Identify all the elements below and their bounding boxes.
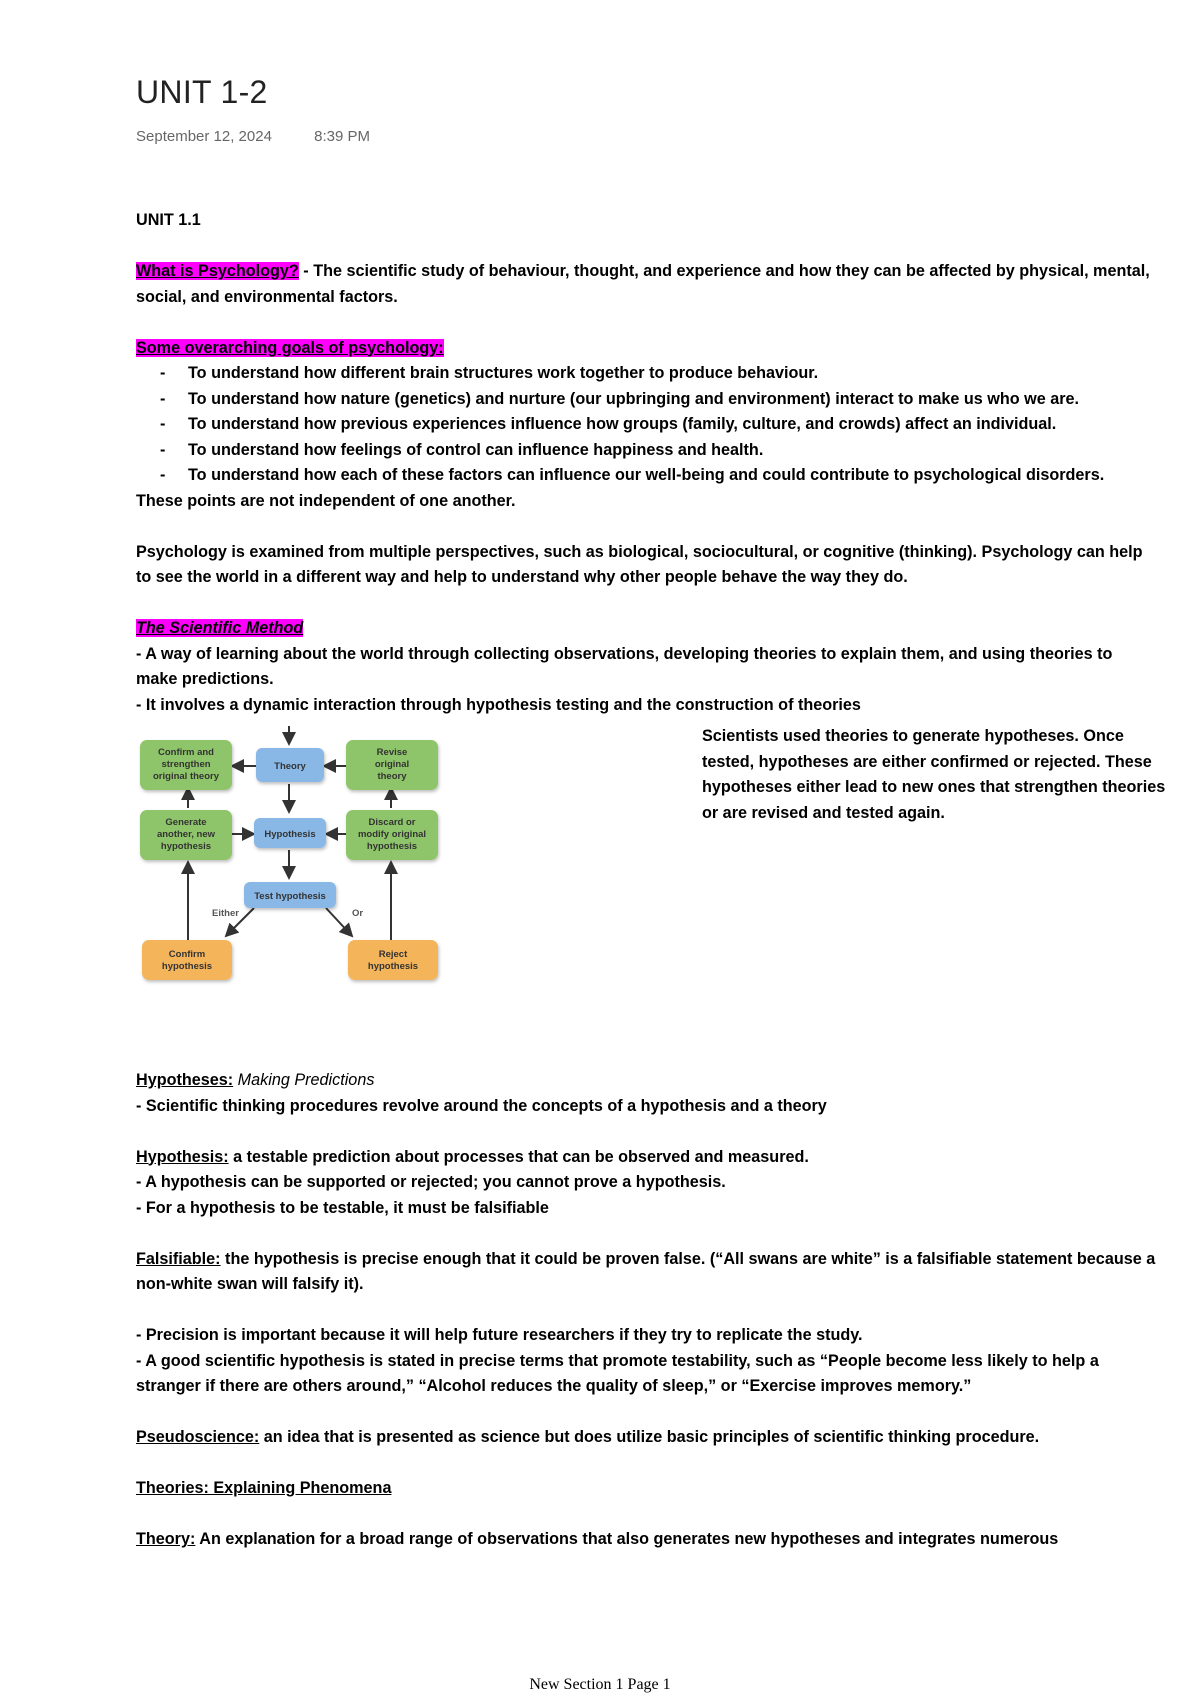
hypothesis-definition	[136, 1145, 1156, 1171]
scientific-method-figure	[136, 718, 1166, 1068]
psychology-term: What is Psychology?	[136, 262, 299, 280]
page-title: UNIT 1-2	[136, 74, 268, 110]
svg-text:Test hypothesis: Test hypothesis	[254, 891, 326, 902]
hypothesis-text: a testable prediction about processes that can be observed and measured.	[228, 1147, 809, 1166]
hypothesis-term: Hypothesis:	[136, 1147, 229, 1166]
unit-heading: UNIT 1.1	[136, 211, 201, 229]
falsifiable-definition	[136, 1247, 1156, 1298]
page-date: September 12, 2024	[136, 128, 272, 145]
falsifiable-term: Falsifiable:	[136, 1249, 221, 1268]
precision-line: - A good scientific hypothesis is stated in precise terms that promote testability, such as “People become less likely to help a stranger if there are others around,” “Alcohol reduces the quality of sleep,” or “Exercise improves memory.”	[136, 1351, 1099, 1395]
goals-list	[136, 361, 1156, 489]
precision-line: - Precision is important because it will help future researchers if they try to replicate the study.	[136, 1326, 863, 1344]
list-item: - To understand how nature (genetics) and nurture (our upbringing and environment) interact to make us who we are.	[188, 387, 1156, 413]
svg-text:Confirm and: Confirm and	[158, 747, 214, 758]
pseudoscience-definition	[136, 1425, 1156, 1451]
node-confirm-strengthen	[140, 740, 232, 790]
theory-definition	[136, 1527, 1156, 1553]
scientific-method-line: - A way of learning about the world through collecting observations, developing theories to explain them, and using theories to make predictions.	[136, 644, 1113, 688]
svg-text:Theory: Theory	[274, 761, 306, 772]
theories-heading	[136, 1476, 1156, 1502]
node-theory	[256, 748, 324, 782]
node-reject-hypothesis	[348, 940, 438, 980]
psychology-definition	[136, 259, 1156, 310]
svg-text:hypothesis: hypothesis	[366, 841, 418, 852]
svg-text:original: original	[374, 759, 410, 770]
svg-text:hypothesis: hypothesis	[160, 841, 212, 852]
theories-heading-text: Theories: Explaining Phenomena	[136, 1479, 392, 1497]
svg-text:Revise: Revise	[376, 747, 408, 758]
list-item: - To understand how previous experiences influence how groups (family, culture, and crowds) affect an individual.	[188, 412, 1156, 438]
list-item: - To understand how feelings of control can influence happiness and health.	[188, 438, 1156, 464]
theory-term: Theory:	[136, 1530, 196, 1548]
page-footer: New Section 1 Page 1	[529, 1676, 671, 1693]
edge-label-or: Or	[352, 908, 364, 919]
pseudoscience-term: Pseudoscience:	[136, 1428, 260, 1446]
svg-text:Reject: Reject	[378, 949, 408, 960]
pseudoscience-text: an idea that is presented as science but does utilize basic principles of scientific thinking procedure.	[259, 1428, 1040, 1446]
scientific-method-heading	[136, 616, 1156, 642]
node-revise	[346, 740, 438, 790]
node-discard	[346, 810, 438, 860]
node-hypothesis	[254, 818, 326, 848]
edge-label-either: Either	[212, 908, 239, 919]
hypotheses-line: - Scientific thinking procedures revolve around the concepts of a hypothesis and a theory	[136, 1096, 827, 1115]
perspectives-paragraph: Psychology is examined from multiple perspectives, such as biological, sociocultural, or cognitive (thinking). Psychology can help to see the world in a different way and help to understand why other people behave the way they do.	[136, 542, 1143, 586]
svg-text:theory: theory	[377, 771, 407, 782]
node-generate	[140, 810, 232, 860]
node-confirm-hypothesis	[142, 940, 232, 980]
svg-text:another, new: another, new	[156, 829, 216, 840]
hypothesis-line: - A hypothesis can be supported or rejected; you cannot prove a hypothesis.	[136, 1173, 726, 1191]
goals-heading	[136, 336, 1156, 362]
page-time: 8:39 PM	[314, 128, 370, 145]
svg-text:Hypothesis: Hypothesis	[264, 829, 316, 840]
goals-note: These points are not independent of one another.	[136, 491, 516, 510]
svg-text:Confirm: Confirm	[168, 949, 206, 960]
hypotheses-term: Hypotheses:	[136, 1071, 234, 1089]
svg-text:modify original: modify original	[357, 829, 427, 840]
arrow-test-to-reject	[326, 908, 352, 936]
hypotheses-heading	[136, 1068, 1156, 1094]
goals-heading-text: Some overarching goals of psychology:	[136, 338, 444, 357]
svg-text:Discard or: Discard or	[368, 817, 416, 828]
svg-text:hypothesis: hypothesis	[161, 961, 213, 972]
scientific-method-line: - It involves a dynamic interaction through hypothesis testing and the construction of theories	[136, 695, 861, 714]
hypotheses-subtitle: Making Predictions	[233, 1071, 375, 1089]
note-content	[136, 208, 1166, 1553]
svg-text:hypothesis: hypothesis	[367, 961, 419, 972]
node-test-hypothesis	[244, 882, 336, 908]
list-item: - To understand how different brain structures work together to produce behaviour.	[188, 361, 1156, 387]
list-item: - To understand how each of these factors can influence our well-being and could contribute to psychological disorders.	[188, 463, 1156, 489]
scientific-method-heading-text: The Scientific Method	[136, 619, 304, 637]
svg-text:original theory: original theory	[153, 771, 219, 782]
svg-text:strengthen: strengthen	[161, 759, 211, 770]
theory-text: An explanation for a broad range of observations that also generates new hypotheses and integrates numerous	[195, 1530, 1059, 1548]
scientific-method-diagram	[136, 726, 456, 996]
psychology-text: - The scientific study of behaviour, thought, and experience and how they can be affected by physical, mental, social, and environmental factors.	[136, 262, 1150, 306]
falsifiable-text: the hypothesis is precise enough that it could be proven false. (“All swans are white” is a falsifiable statement because a non-white swan will falsify it).	[136, 1249, 1156, 1293]
page-timestamp	[136, 128, 370, 145]
scientific-method-summary: Scientists used theories to generate hypotheses. Once tested, hypotheses are either confirmed or rejected. These hypotheses either lead to new ones that strengthen theories or are revised and tested again.	[702, 727, 1166, 822]
hypothesis-line: - For a hypothesis to be testable, it must be falsifiable	[136, 1198, 549, 1217]
svg-text:Generate: Generate	[165, 817, 207, 828]
